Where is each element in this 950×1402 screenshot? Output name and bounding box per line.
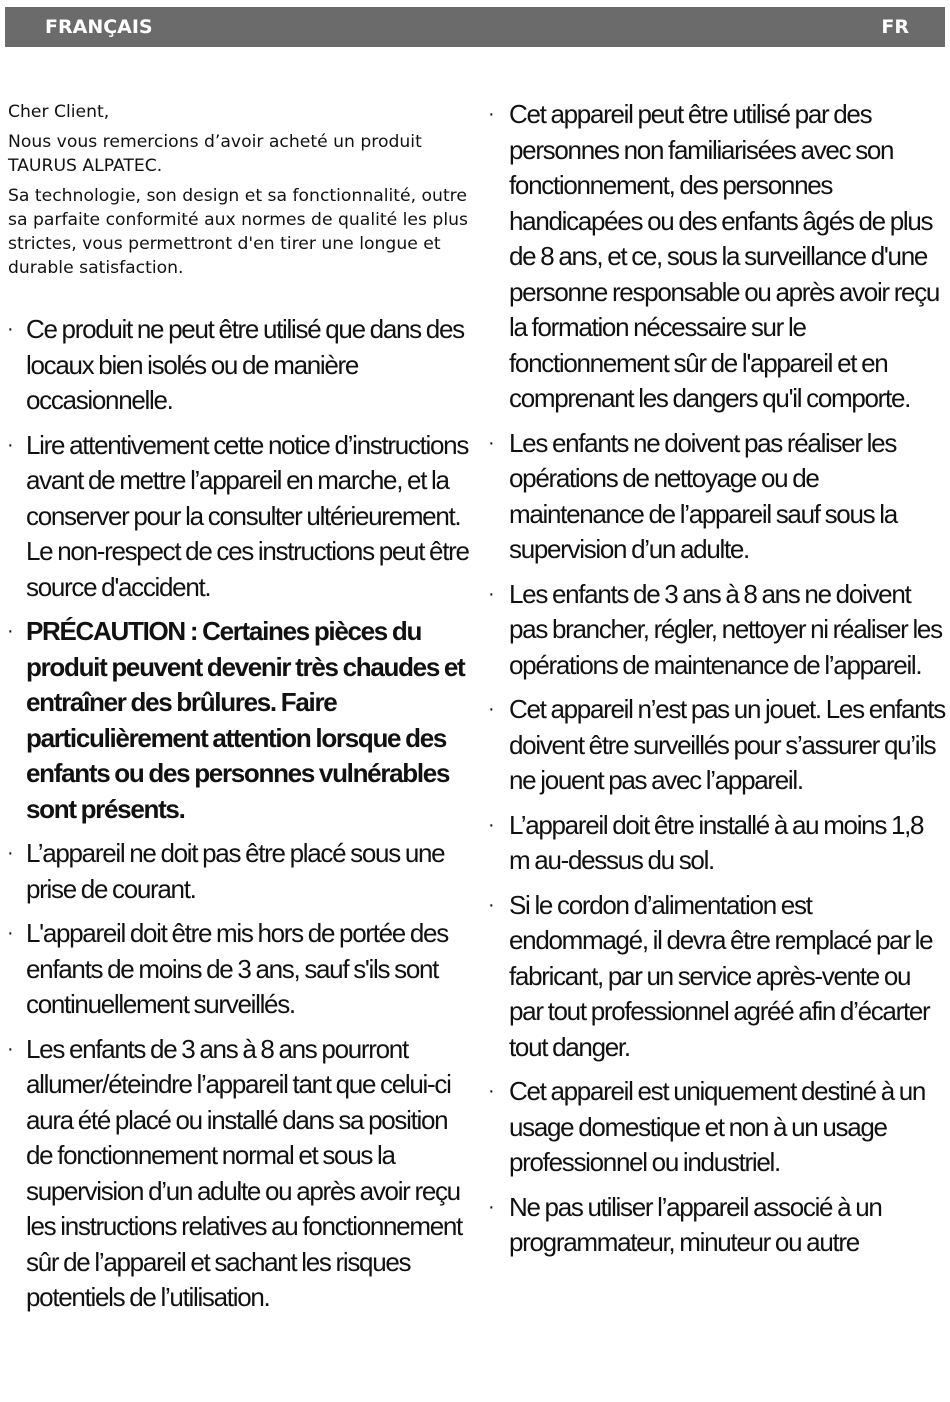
safety-item-text: L’appareil ne doit pas être placé sous une prise de courant.: [26, 838, 445, 904]
bullet-marker: ·: [488, 1195, 495, 1218]
bullet-marker: ·: [488, 103, 495, 125]
safety-warning-item: [0, 614, 472, 827]
safety-item: [483, 808, 945, 879]
safety-item-text: Ne pas utiliser l’appareil associé à un programmateur, minuteur ou autre: [509, 1191, 882, 1257]
safety-item: [483, 426, 945, 568]
intro-body: Sa technologie, son design et sa fonctionnalité, outre sa parfaite conformité aux normes de qualité les plus strictes, vous permettront d'en tirer une longue et durable satisfaction.: [8, 186, 468, 278]
safety-item: [483, 97, 945, 417]
intro-thanks: Nous vous remercions d’avoir acheté un produit TAURUS ALPATEC.: [8, 132, 422, 176]
safety-item-text: Les enfants de 3 ans à 8 ans ne doivent pas brancher, régler, nettoyer ni réaliser les opérations de maintenance de l’appareil.: [509, 578, 942, 680]
bullet-marker: ·: [488, 893, 495, 916]
bullet-marker: ·: [488, 1080, 495, 1102]
bullet-marker: ·: [488, 582, 495, 605]
safety-item: [483, 577, 945, 684]
safety-item: [0, 916, 472, 1023]
safety-item: [483, 1074, 945, 1181]
bullet-marker: ·: [7, 842, 14, 864]
safety-item-text: Les enfants ne doivent pas réaliser les opérations de nettoyage ou de maintenance de l’appareil sauf sous la supervision d’un adulte.: [509, 427, 897, 564]
safety-item-text: L’appareil doit être installé à au moins 1,8 m au-dessus du sol.: [509, 809, 924, 875]
safety-item: [0, 312, 472, 419]
bullet-marker: ·: [488, 431, 495, 454]
safety-item-text: Si le cordon d’alimentation est endommagé, il devra être remplacé par le fabricant, par un service après-vente ou par tout professionnel agréé afin d’écarter tout danger.: [509, 889, 933, 1062]
safety-item: [0, 428, 472, 606]
safety-item-text: Cet appareil est uniquement destiné à un usage domestique et non à un usage professionnel ou industriel.: [509, 1076, 926, 1177]
bullet-marker: ·: [7, 1037, 14, 1060]
bullet-marker: ·: [7, 318, 14, 340]
safety-item: [483, 1190, 945, 1261]
safety-item-text: Cet appareil n’est pas un jouet. Les enfants doivent être surveillés pour s’assurer qu’ils ne jouent pas avec l’appareil.: [509, 694, 945, 795]
safety-item: [483, 692, 945, 799]
safety-item-text: Cet appareil peut être utilisé par des personnes non familiarisées avec son fonctionnement, des personnes handicapées ou des enfants âgés de plus de 8 ans, et ce, sous la surveillance d'une personne responsable ou après avoir reçu la formation nécessaire sur le fonctionnement sûr de l'appareil et en comprenant les dangers qu'il comporte.: [509, 99, 940, 413]
safety-warning-text: PRÉCAUTION : Certaines pièces du produit peuvent devenir très chaudes et entraîner des brûlures. Faire particulièrement attention lorsque des enfants ou des personnes vulnérables sont présents.: [26, 616, 465, 824]
safety-item-text: L'appareil doit être mis hors de portée des enfants de moins de 3 ans, sauf s'ils sont continuellement surveillés.: [26, 918, 448, 1019]
language-code: FR: [881, 16, 909, 38]
safety-item: [0, 836, 472, 907]
safety-item-text: Ce produit ne peut être utilisé que dans des locaux bien isolés ou de manière occasionnelle.: [26, 314, 464, 415]
safety-list-left: [0, 312, 472, 1325]
safety-list-right: [483, 97, 945, 1270]
intro-greeting: Cher Client,: [8, 102, 110, 122]
language-header-bar: [5, 7, 945, 47]
safety-item: [0, 1032, 472, 1316]
safety-item-text: Les enfants de 3 ans à 8 ans pourront allumer/éteindre l’appareil tant que celui-ci aura été placé ou installé dans sa position de fonctionnement normal et sous la supervision d’un adulte ou après avoir reçu les instructions relatives au fonctionnement sûr de l’appareil et sachant les risques potentiels de l’utilisation.: [26, 1033, 462, 1312]
bullet-marker: ·: [7, 620, 14, 642]
bullet-marker: ·: [488, 698, 495, 720]
bullet-marker: ·: [488, 813, 495, 836]
safety-item: [483, 888, 945, 1066]
intro-section: [8, 100, 468, 286]
safety-item-text: Lire attentivement cette notice d’instructions avant de mettre l’appareil en marche, et la conserver pour la consulter ultérieurement. Le non-respect de ces instructions peut être source d'accident.: [26, 429, 469, 602]
bullet-marker: ·: [7, 433, 14, 456]
language-label: FRANÇAIS: [45, 16, 153, 38]
bullet-marker: ·: [7, 922, 14, 944]
